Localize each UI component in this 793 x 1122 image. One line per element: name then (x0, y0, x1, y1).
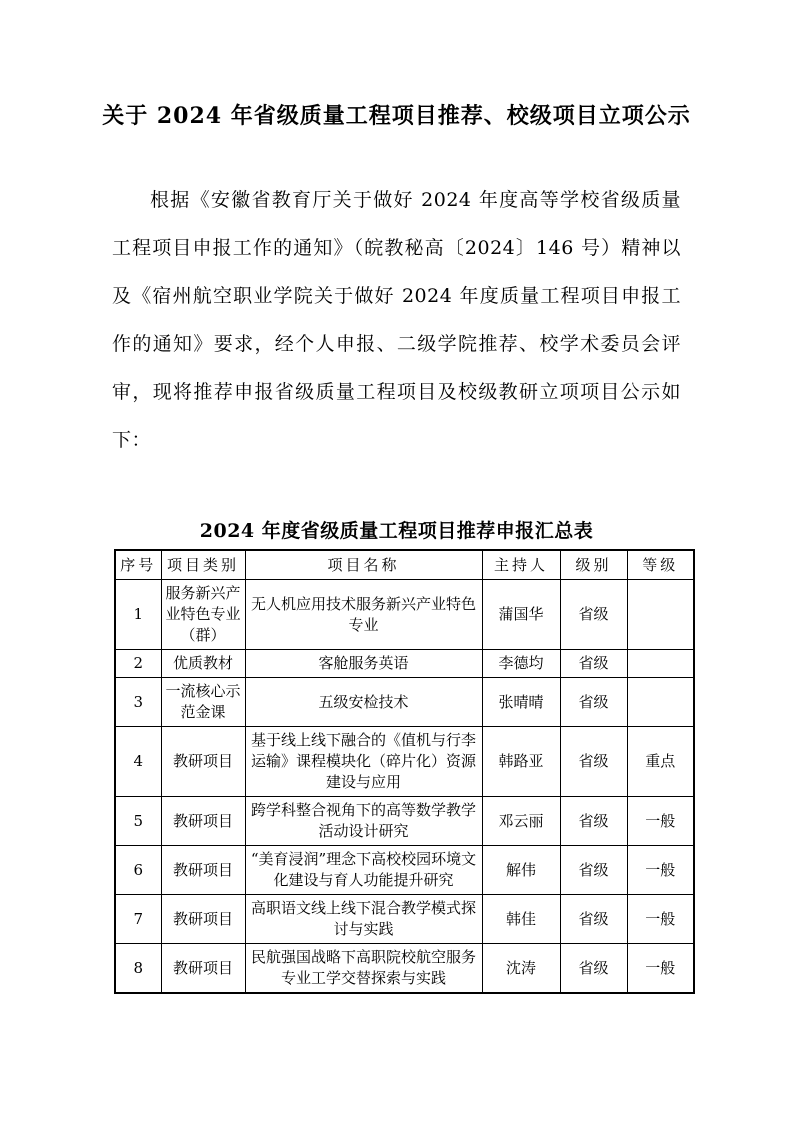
table-body (115, 580, 694, 994)
table-row (115, 797, 694, 846)
table-cell-category: 教研项目 (161, 797, 245, 846)
table-row (115, 678, 694, 727)
table-cell-seq: 8 (115, 944, 161, 994)
table-row (115, 846, 694, 895)
table-cell-level: 省级 (560, 580, 627, 650)
table-cell-name: 客舱服务英语 (245, 650, 482, 678)
table-cell-leader: 蒲国华 (482, 580, 560, 650)
table-cell-level: 省级 (560, 846, 627, 895)
table-cell-leader: 韩路亚 (482, 727, 560, 797)
table-cell-name: 基于线上线下融合的《值机与行李运输》课程模块化（碎片化）资源建设与应用 (245, 727, 482, 797)
table-cell-seq: 4 (115, 727, 161, 797)
table-cell-leader: 韩佳 (482, 895, 560, 944)
header-cell-seq: 序号 (115, 550, 161, 580)
document-paragraph: 根据《安徽省教育厅关于做好 2024 年度高等学校省级质量工程项目申报工作的通知》（皖教秘高〔2024〕146 号）精神以及《宿州航空职业学院关于做好 2024 年度质量工程项目申报工作的通知》要求，经个人申报、二级学院推荐、校学术委员会评审，现将推荐申报省级质量工程项目及校级教研立项项目公示如下： (112, 189, 681, 451)
table-cell-grade: 一般 (627, 846, 694, 895)
table-row (115, 650, 694, 678)
table-cell-name: 跨学科整合视角下的高等数学教学活动设计研究 (245, 797, 482, 846)
table-title: 2024 年度省级质量工程项目推荐申报汇总表 (199, 520, 594, 542)
header-cell-grade: 等级 (627, 550, 694, 580)
table-cell-level: 省级 (560, 944, 627, 994)
table-cell-grade: 一般 (627, 944, 694, 994)
table-cell-name: “美育浸润”理念下高校校园环境文化建设与育人功能提升研究 (245, 846, 482, 895)
table-cell-leader: 沈涛 (482, 944, 560, 994)
table-cell-category: 一流核心示范金课 (161, 678, 245, 727)
table-cell-seq: 2 (115, 650, 161, 678)
table-row (115, 944, 694, 994)
document-title: 关于 2024 年省级质量工程项目推荐、校级项目立项公示 (102, 103, 691, 129)
table-cell-name: 高职语文线上线下混合教学模式探讨与实践 (245, 895, 482, 944)
table-cell-level: 省级 (560, 650, 627, 678)
table-cell-category: 教研项目 (161, 846, 245, 895)
table-cell-level: 省级 (560, 797, 627, 846)
header-cell-leader: 主持人 (482, 550, 560, 580)
table-cell-seq: 6 (115, 846, 161, 895)
table-cell-name: 民航强国战略下高职院校航空服务专业工学交替探索与实践 (245, 944, 482, 994)
table-cell-leader: 解伟 (482, 846, 560, 895)
table-cell-seq: 5 (115, 797, 161, 846)
table-row (115, 580, 694, 650)
table-row (115, 727, 694, 797)
table-cell-category: 教研项目 (161, 895, 245, 944)
table-cell-level: 省级 (560, 895, 627, 944)
table-cell-leader: 李德均 (482, 650, 560, 678)
table-cell-name: 无人机应用技术服务新兴产业特色专业 (245, 580, 482, 650)
table-cell-level: 省级 (560, 727, 627, 797)
table-cell-seq: 1 (115, 580, 161, 650)
table-row (115, 895, 694, 944)
summary-table (114, 549, 695, 994)
header-cell-level: 级别 (560, 550, 627, 580)
table-cell-category: 优质教材 (161, 650, 245, 678)
table-cell-leader: 邓云丽 (482, 797, 560, 846)
table-cell-grade: 一般 (627, 797, 694, 846)
table-cell-grade: 一般 (627, 895, 694, 944)
table-cell-leader: 张晴晴 (482, 678, 560, 727)
header-cell-category: 项目类别 (161, 550, 245, 580)
table-cell-seq: 7 (115, 895, 161, 944)
table-cell-name: 五级安检技术 (245, 678, 482, 727)
table-cell-grade (627, 678, 694, 727)
table-cell-category: 教研项目 (161, 944, 245, 994)
table-header-row (115, 550, 694, 580)
table-cell-category: 教研项目 (161, 727, 245, 797)
table-cell-level: 省级 (560, 678, 627, 727)
table-cell-grade (627, 580, 694, 650)
table-cell-category: 服务新兴产业特色专业（群） (161, 580, 245, 650)
table-cell-seq: 3 (115, 678, 161, 727)
header-cell-name: 项目名称 (245, 550, 482, 580)
table-cell-grade (627, 650, 694, 678)
table-cell-grade: 重点 (627, 727, 694, 797)
